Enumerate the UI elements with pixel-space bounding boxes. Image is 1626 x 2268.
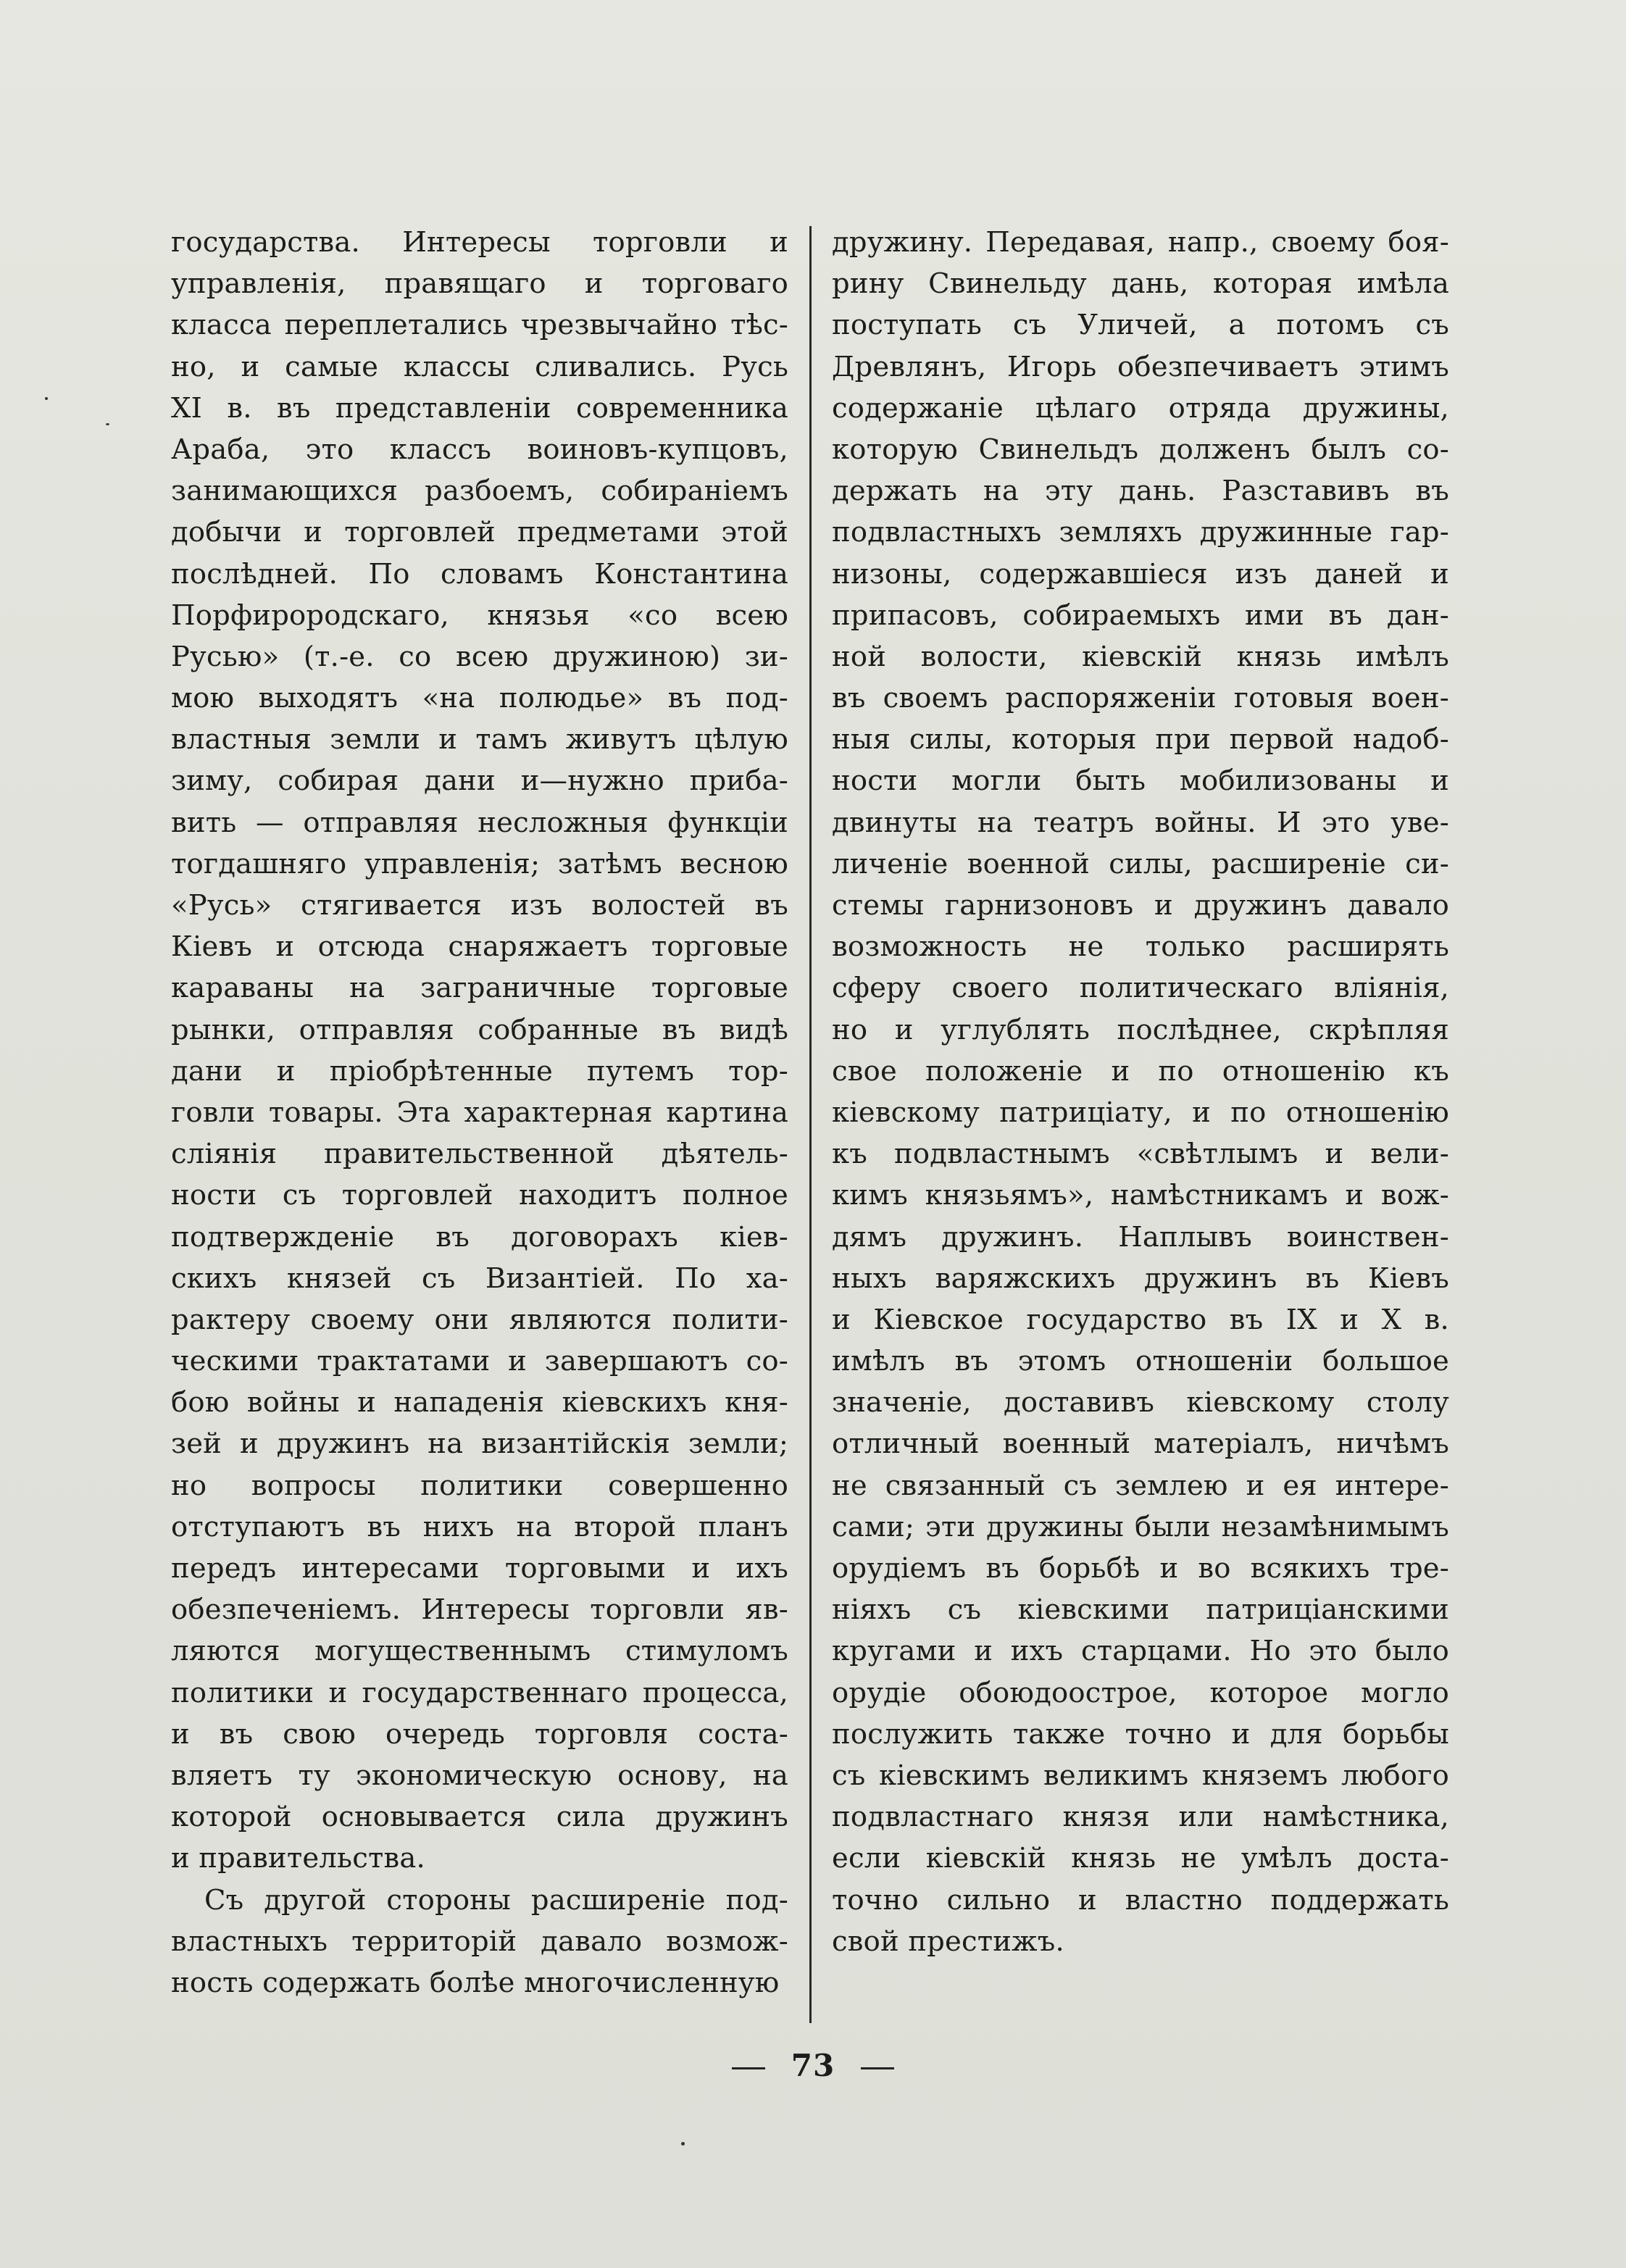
text-line: говли товары. Эта характерная картина [171, 1096, 788, 1129]
text-line: кимъ князьямъ», намѣстникамъ и вож- [832, 1179, 1449, 1212]
text-line: которую Свинельдъ долженъ былъ со- [832, 433, 1449, 466]
text-line: зей и дружинъ на византійскія земли; [171, 1427, 788, 1461]
text-line: XI в. въ представленіи современника [171, 391, 788, 425]
text-line: ческими трактатами и завершаютъ со- [171, 1345, 788, 1378]
text-line: отличный военный матеріалъ, ничѣмъ [832, 1427, 1449, 1461]
text-line: ныхъ варяжскихъ дружинъ въ Кіевъ [832, 1262, 1449, 1295]
text-line: но и углублять послѣднее, скрѣпляя [832, 1013, 1449, 1046]
text-line: значеніе, доставивъ кіевскому столу [832, 1386, 1449, 1419]
text-line: орудіемъ въ борьбѣ и во всякихъ тре- [832, 1552, 1449, 1585]
text-line: имѣлъ въ этомъ отношеніи большое [832, 1345, 1449, 1378]
text-line: Русью» (т.-е. со всею дружиною) зи- [171, 640, 788, 673]
text-line: дани и пріобрѣтенные путемъ тор- [171, 1054, 788, 1088]
text-line: добычи и торговлей предметами этой [171, 516, 788, 549]
folio-right-dash [861, 2067, 894, 2069]
text-line: поступать съ Уличей, а потомъ съ [832, 309, 1449, 342]
text-line: класса переплетались чрезвычайно тѣс- [171, 309, 788, 342]
text-line: низоны, содержавшіеся изъ даней и [832, 557, 1449, 591]
text-line: припасовъ, собираемыхъ ими въ дан- [832, 599, 1449, 632]
text-line: не связанный съ землею и ея интере- [832, 1469, 1449, 1502]
text-line: мою выходятъ «на полюдье» въ под- [171, 682, 788, 715]
text-line: управленія, правящаго и торговаго [171, 267, 788, 301]
text-line: если кіевскій князь не умѣлъ доста- [832, 1842, 1449, 1875]
text-line: ности могли быть мобилизованы и [832, 764, 1449, 798]
text-line: подвластнаго князя или намѣстника, [832, 1801, 1449, 1834]
text-line: Порфирородскаго, князья «со всею [171, 599, 788, 632]
text-line: послѣдней. По словамъ Константина [171, 557, 788, 591]
ink-speck [45, 397, 48, 400]
text-line: орудіе обоюдоострое, которое могло [832, 1676, 1449, 1709]
text-line: свое положеніе и по отношенію къ [832, 1054, 1449, 1088]
text-line: съ кіевскимъ великимъ княземъ любого [832, 1759, 1449, 1792]
folio-left-dash [732, 2067, 765, 2069]
text-line: свой престижъ. [832, 1925, 1064, 1958]
text-line: но, и самые классы сливались. Русь [171, 350, 788, 383]
text-line: двинуты на театръ войны. И это уве- [832, 806, 1449, 839]
text-line: дружину. Передавая, напр., своему боя- [832, 226, 1449, 259]
text-line: ности съ торговлей находитъ полное [171, 1179, 788, 1212]
text-line: слiянія правительственной дѣятель- [171, 1138, 788, 1171]
text-line: держать на эту дань. Разставивъ въ [832, 475, 1449, 508]
text-line: точно сильно и властно поддержать [832, 1883, 1449, 1917]
text-line: обезпеченіемъ. Интересы торговли яв- [171, 1593, 788, 1627]
text-line: рынки, отправляя собранные въ видѣ [171, 1013, 788, 1046]
text-line: скихъ князей съ Византіей. По ха- [171, 1262, 788, 1295]
text-line: государства. Интересы торговли и [171, 226, 788, 259]
text-line: стемы гарнизоновъ и дружинъ давало [832, 889, 1449, 922]
page-number: 73 [791, 2048, 835, 2083]
text-line: властныхъ территорій давало возмож- [171, 1925, 788, 1958]
text-line: содержаніе цѣлаго отряда дружины, [832, 391, 1449, 425]
text-line: Древлянъ, Игорь обезпечиваетъ этимъ [832, 350, 1449, 383]
right-text-column [832, 222, 1449, 1962]
text-line: которой основывается сила дружинъ [171, 1801, 788, 1834]
text-line: тогдашняго управленія; затѣмъ весною [171, 847, 788, 880]
text-line: сами; эти дружины были незамѣнимымъ [832, 1510, 1449, 1543]
text-line: и въ свою очередь торговля соста- [171, 1717, 788, 1751]
text-line: ніяхъ съ кіевскими патриціанскими [832, 1593, 1449, 1627]
text-line: но вопросы политики совершенно [171, 1469, 788, 1502]
text-line: возможность не только расширять [832, 930, 1449, 964]
left-text-column [171, 222, 788, 2004]
text-line: Араба, это классъ воиновъ-купцовъ, [171, 433, 788, 466]
ink-speck [106, 423, 109, 425]
text-line: кіевскому патриціату, и по отношенію [832, 1096, 1449, 1129]
text-line: ныя силы, которыя при первой надоб- [832, 723, 1449, 756]
text-line: рактеру своему они являются полити- [171, 1303, 788, 1336]
text-line: бою войны и нападенія кіевскихъ кня- [171, 1386, 788, 1419]
text-line: личеніе военной силы, расширеніе си- [832, 847, 1449, 880]
text-line: рину Свинельду дань, которая имѣла [832, 267, 1449, 301]
text-line: вить — отправляя несложныя функціи [171, 806, 788, 839]
text-line: отступаютъ въ нихъ на второй планъ [171, 1510, 788, 1543]
text-line: сферу своего политическаго вліянія, [832, 972, 1449, 1005]
text-line: властныя земли и тамъ живутъ цѣлую [171, 723, 788, 756]
text-line: ной волости, кіевскій князь имѣлъ [832, 640, 1449, 673]
text-line: въ своемъ распоряженіи готовыя воен- [832, 682, 1449, 715]
text-line: занимающихся разбоемъ, собираніемъ [171, 475, 788, 508]
text-line: передъ интересами торговыми и ихъ [171, 1552, 788, 1585]
text-line: послужить также точно и для борьбы [832, 1717, 1449, 1751]
text-line: вляетъ ту экономическую основу, на [171, 1759, 788, 1792]
text-line: подвластныхъ земляхъ дружинные гар- [832, 516, 1449, 549]
text-line: политики и государственнаго процесса, [171, 1676, 788, 1709]
text-line: «Русь» стягивается изъ волостей въ [171, 889, 788, 922]
text-line: къ подвластнымъ «свѣтлымъ и вели- [832, 1138, 1449, 1171]
text-line: подтвержденіе въ договорахъ кіев- [171, 1220, 788, 1254]
text-line: кругами и ихъ старцами. Но это было [832, 1635, 1449, 1668]
text-line: зиму, собирая дани и—нужно приба- [171, 764, 788, 798]
page-number-footer [0, 2048, 1626, 2083]
column-divider-rule [809, 226, 812, 2023]
text-line: ность содержать болѣе многочисленную [171, 1966, 780, 1999]
ink-speck [681, 2142, 685, 2146]
text-line: караваны на заграничные торговые [171, 972, 788, 1005]
text-line: ляются могущественнымъ стимуломъ [171, 1635, 788, 1668]
text-line: и правительства. [171, 1842, 425, 1875]
text-line: Съ другой стороны расширеніе под- [204, 1883, 788, 1917]
text-line: и Кіевское государство въ IX и X в. [832, 1303, 1449, 1336]
text-line: Кіевъ и отсюда снаряжаетъ торговые [171, 930, 788, 964]
text-line: дямъ дружинъ. Наплывъ воинствен- [832, 1220, 1449, 1254]
